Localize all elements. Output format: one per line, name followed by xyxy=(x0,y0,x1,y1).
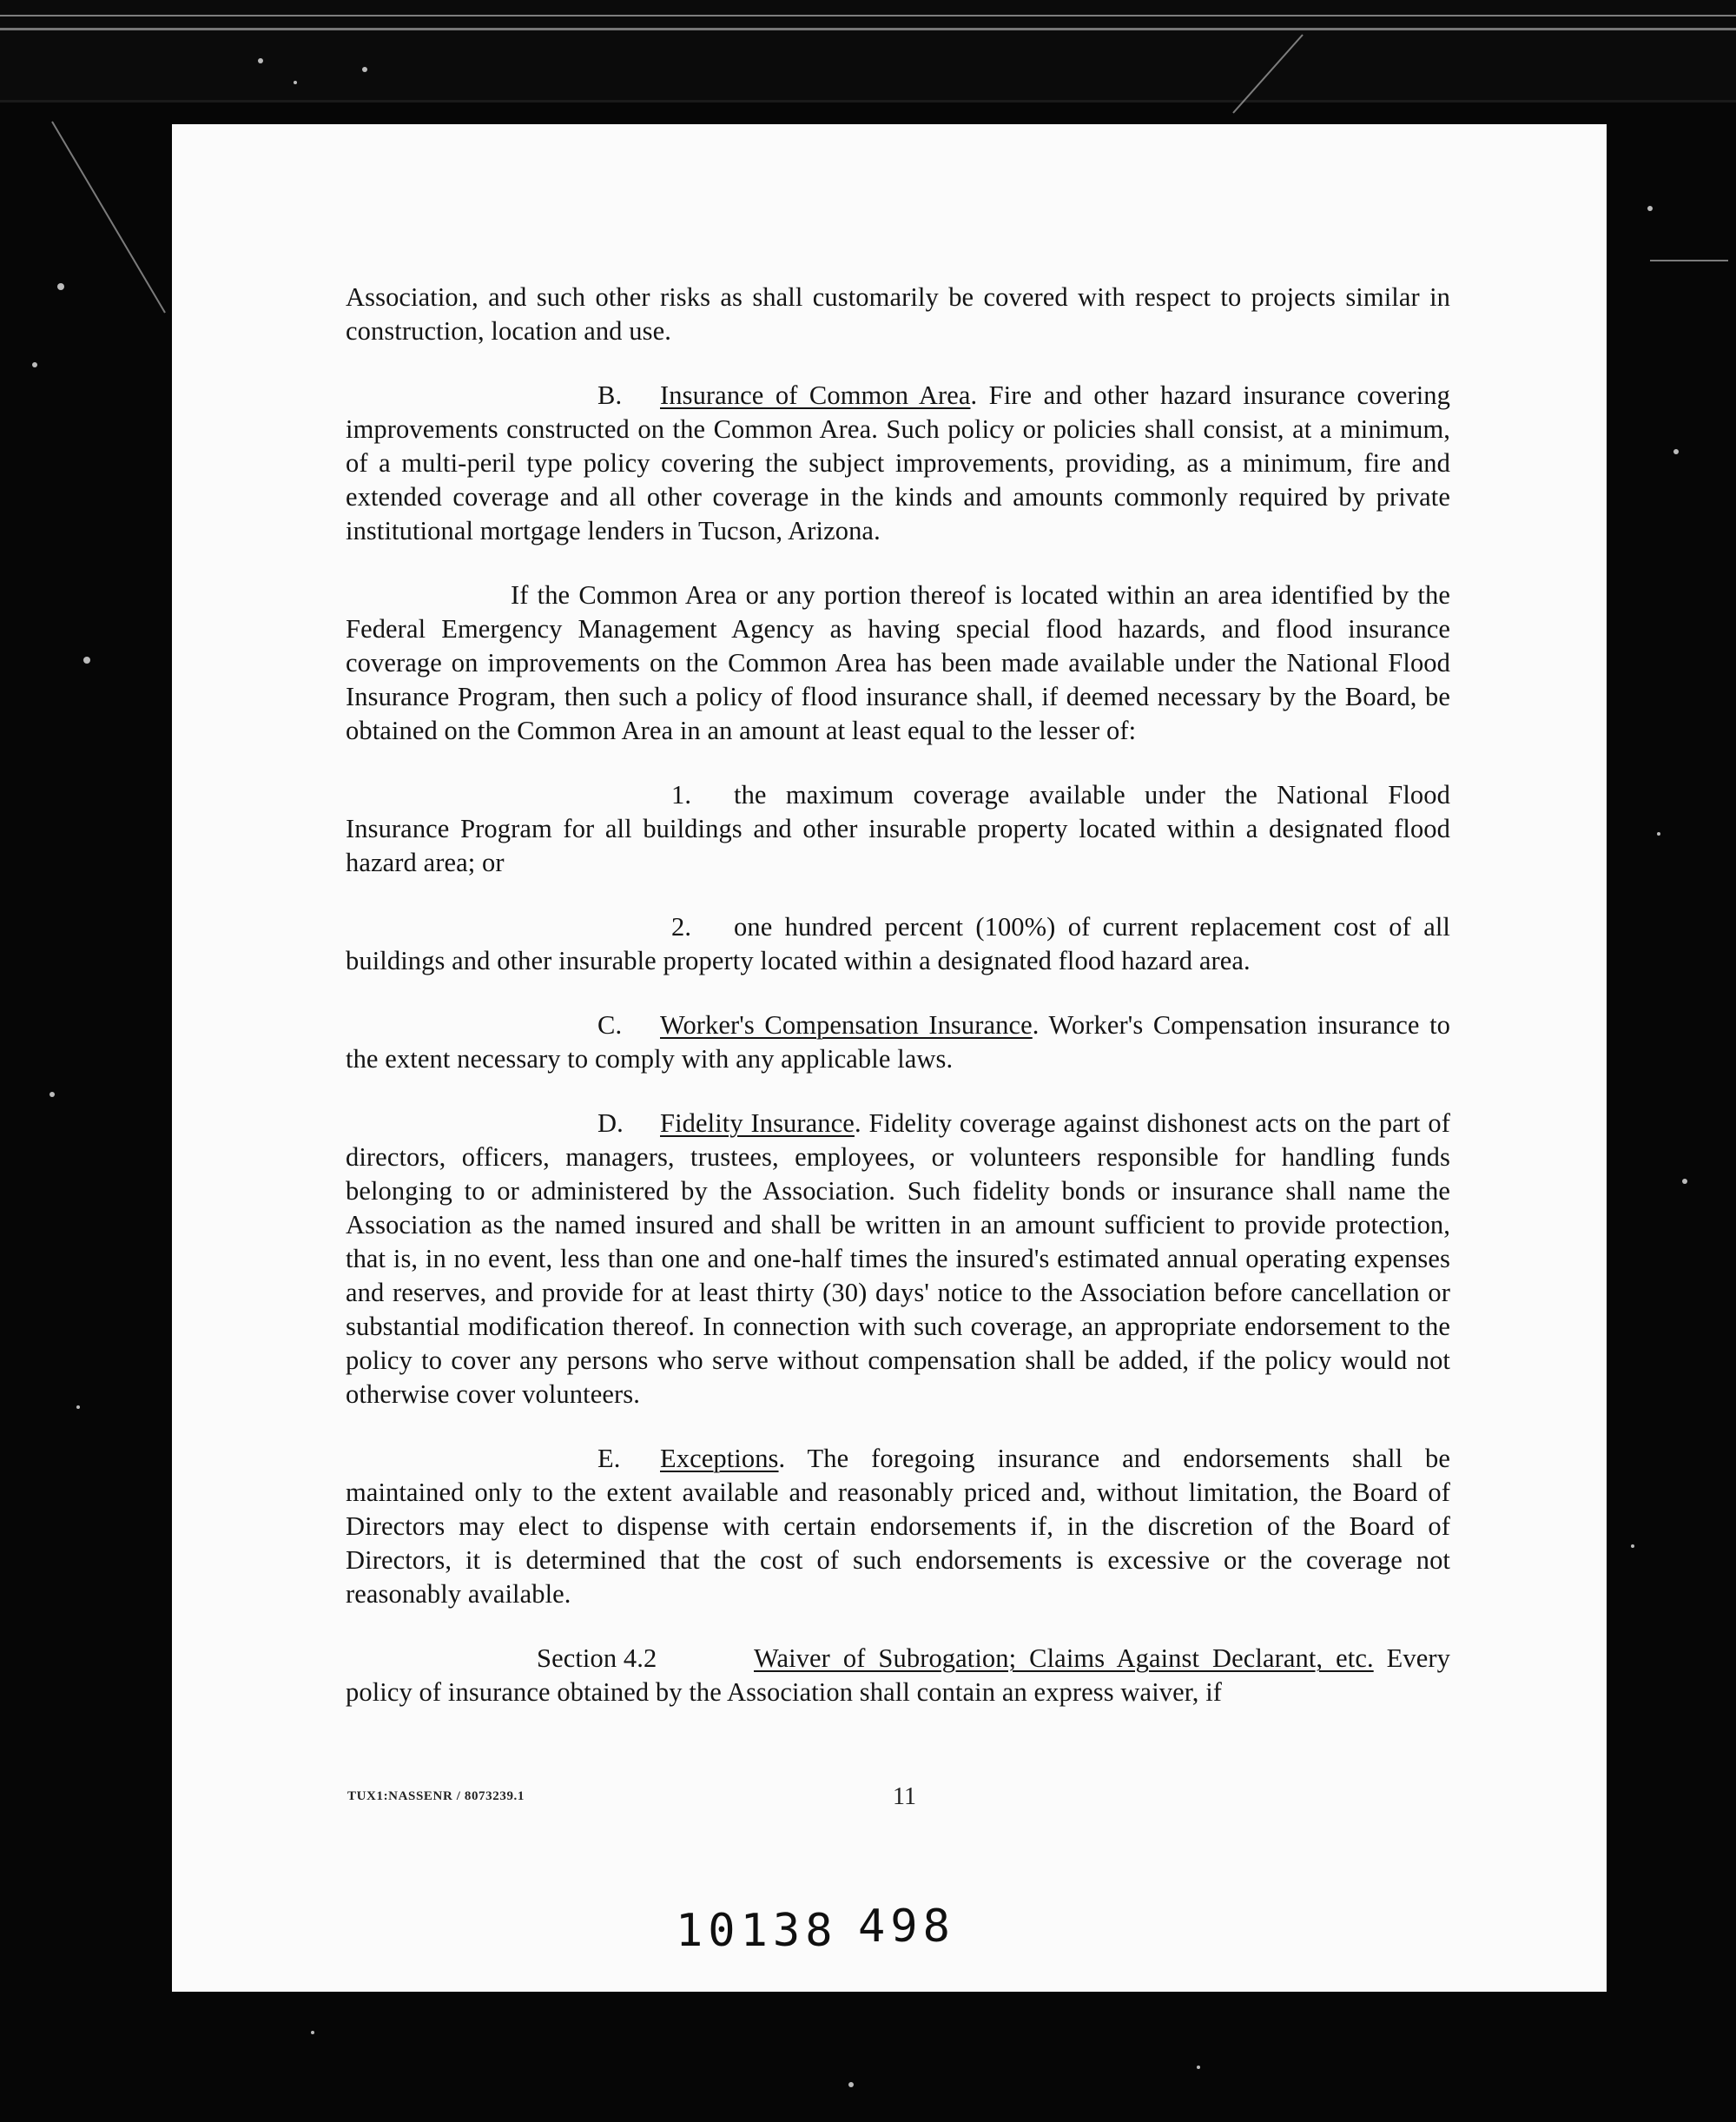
section-e-marker: E. xyxy=(597,1444,621,1473)
section-e xyxy=(346,1442,1450,1611)
section-c-heading: Worker's Compensation Insurance xyxy=(660,1010,1033,1040)
section-c xyxy=(346,1008,1450,1076)
document-page xyxy=(172,124,1607,1992)
section-b xyxy=(346,379,1450,548)
section-d-text: . Fidelity coverage against dishonest acts on the part of directors, officers, managers, trustees, employees, or volunteers responsible for handling funds belonging to or administered by the Association. Such fidelity bonds or insurance shall name the Association as the named insured and shall be written in an amount sufficient to provide protection, that is, in no event, less than one and one-half times the insured's estimated annual operating expenses and reserves, and provide for at least thirty (30) days' notice to the Association before cancellation or substantial modification thereof. In connection with such coverage, an appropriate endorsement to the policy to cover any persons who serve without compensation shall be added, if the policy would not otherwise cover volunteers. xyxy=(346,1108,1450,1409)
paragraph-association: Association, and such other risks as shall customarily be covered with respect to projects similar in construction, location and use. xyxy=(346,282,1450,346)
list-item-2 xyxy=(346,910,1450,978)
paragraph-flood: If the Common Area or any portion thereof is located within an area identified by the Federal Emergency Management Agency as having special flood hazards, and flood insurance coverage on improvements on the Common Area has been made available under the National Flood Insurance Program, then such a policy of flood insurance shall, if deemed necessary by the Board, be obtained on the Common Area in an amount at least equal to the lesser of: xyxy=(346,580,1450,745)
document-body xyxy=(346,281,1450,1740)
section-d xyxy=(346,1107,1450,1411)
recording-page-number: 498 xyxy=(858,1901,955,1953)
list-item-2-text: one hundred percent (100%) of current replacement cost of all buildings and other insurable property located within a designated flood hazard area. xyxy=(346,912,1450,975)
page-number: 11 xyxy=(893,1783,916,1810)
section-4-2-marker: Section 4.2 xyxy=(537,1643,657,1673)
section-4-2-heading: Waiver of Subrogation; Claims Against Declarant, etc. xyxy=(754,1643,1374,1673)
list-item-1-text: the maximum coverage available under the National Flood Insurance Program for all buildings and other insurable property located within a designated flood hazard area; or xyxy=(346,780,1450,877)
section-c-text: . Worker's Compensation insurance to the extent necessary to comply with any applicable laws. xyxy=(346,1010,1450,1074)
list-item-2-marker: 2. xyxy=(671,912,692,942)
scan-top-border xyxy=(0,0,1736,102)
section-4-2-text: Every policy of insurance obtained by the Association shall contain an express waiver, if xyxy=(346,1643,1450,1707)
section-c-marker: C. xyxy=(597,1010,623,1040)
section-b-heading: Insurance of Common Area xyxy=(660,380,971,410)
section-d-marker: D. xyxy=(597,1108,624,1138)
scan-top-line xyxy=(0,28,1736,30)
section-b-marker: B. xyxy=(597,380,623,410)
section-4-2 xyxy=(346,1642,1450,1709)
section-e-text: . The foregoing insurance and endorsements shall be maintained only to the extent available and reasonably priced and, without limitation, the Board of Directors may elect to dispense with certain endorsements if, in the discretion of the Board of Directors, it is determined that the cost of such endorsements is excessive or the coverage not reasonably available. xyxy=(346,1444,1450,1609)
section-b-text: . Fire and other hazard insurance covering improvements constructed on the Common Area. Such policy or policies shall consist, at a minimum, of a multi-peril type policy covering the subject improvements, providing, as a minimum, fire and extended coverage and all other coverage in the kinds and amounts commonly required by private institutional mortgage lenders in Tucson, Arizona. xyxy=(346,380,1451,545)
section-e-heading: Exceptions xyxy=(660,1444,779,1473)
section-d-heading: Fidelity Insurance xyxy=(660,1108,855,1138)
recording-book-number: 10138 xyxy=(676,1905,838,1957)
document-code: TUX1:NASSENR / 8073239.1 xyxy=(347,1789,525,1803)
list-item-1 xyxy=(346,778,1450,880)
list-item-1-marker: 1. xyxy=(671,780,692,810)
